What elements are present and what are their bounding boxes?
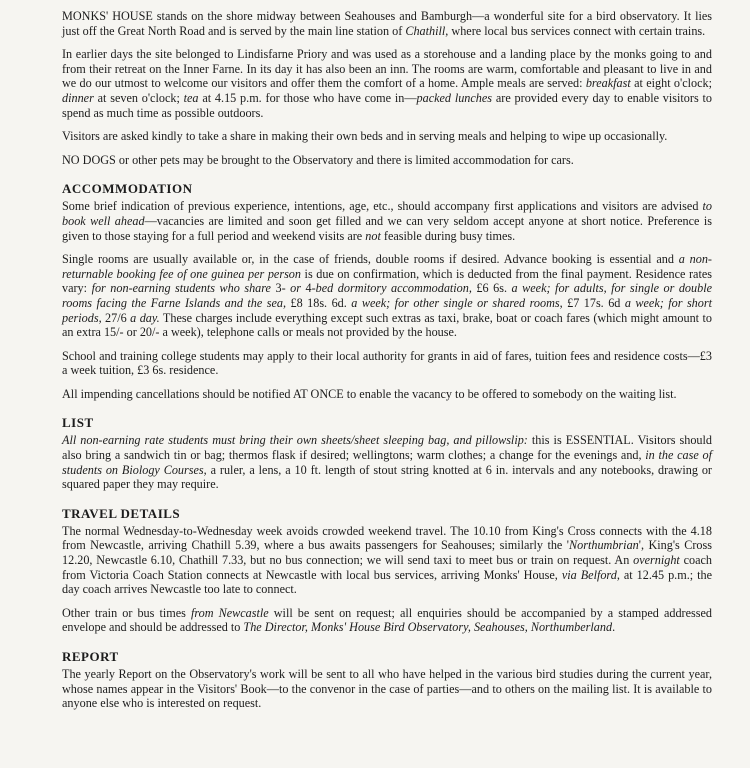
travel-heading: TRAVEL DETAILS xyxy=(62,505,181,521)
accommodation-paragraph-applications: Some brief indication of previous experience, intentions, age, etc., should accompany first applications and visitors are advised to book well ahead—vacancies are limited and soon get filled and we can very seldom accept anyone at short notice. Preference is given to those staying for a full period and weekend visits are not feasible during busy times. xyxy=(62,199,712,243)
document-page xyxy=(62,9,712,720)
accommodation-paragraph-grants: School and training college students may apply to their local authority for grants in aid of fares, tuition fees and residence costs—£3 a week tuition, £3 6s. residence. xyxy=(62,348,712,378)
travel-paragraph-enquiries: Other train or bus times from Newcastle will be sent on request; all enquiries should be accompanied by a stamped addressed envelope and should be addressed to The Director, Monks' House Bird Observatory, Seahouses, Northumberland. xyxy=(62,605,712,635)
accommodation-paragraph-cancellations: All impending cancellations should be notified AT ONCE to enable the vacancy to be offered to somebody on the waiting list. xyxy=(62,386,677,401)
list-heading: LIST xyxy=(62,415,94,431)
report-paragraph: The yearly Report on the Observatory's work will be sent to all who have helped in the various bird studies during the current year, whose names appear in the Visitors' Book—to the convenor in the case of parties—and to others on the mailing list. It is available to anyone else who is interested on request. xyxy=(62,667,712,711)
travel-paragraph-schedule: The normal Wednesday-to-Wednesday week avoids crowded weekend travel. The 10.10 from King's Cross connects with the 4.18 from Newcastle, arriving Chathill 5.39, where a bus awaits passengers for Seahouses; similarly the 'Northumbrian', King's Cross 12.20, Newcastle 6.10, Chathill 7.33, but no bus connection; we will send taxi to meet bus or train on request. An overnight coach from Victoria Coach Station connects at Newcastle with local bus services, arriving Monks' House, via Belford, at 12.45 p.m.; the day coach arrives Newcastle too late to connect. xyxy=(62,523,713,597)
intro-paragraph-location: MONKS' HOUSE stands on the shore midway between Seahouses and Bamburgh—a wonderful site for a bird observatory. It lies just off the Great North Road and is served by the main line station of Chathill, where local bus services connect with certain trains. xyxy=(62,9,712,38)
accommodation-heading: ACCOMMODATION xyxy=(62,181,193,197)
accommodation-paragraph-rates: Single rooms are usually available or, in the case of friends, double rooms if desired. Advance booking is essential and a non-returnable booking fee of one guinea per person is due on confirmation, which is deducted from the final payment. Residence rates vary: for non-earning students who share 3- or 4-bed dormitory accommodation, £6 6s. a week; for adults, for single or double rooms facing the Farne Islands and the sea, £8 18s. 6d. a week; for other single or shared rooms, £7 17s. 6d a week; for short periods, 27/6 a day. These charges include everything except such extras as taxi, brake, boat or coach fares (which might amount to an extra 15/- or 20/- a week), telephone calls or meals not provided by the house. xyxy=(62,252,713,340)
list-paragraph: All non-earning rate students must bring their own sheets/sheet sleeping bag, and pillowslip: this is ESSENTIAL. Visitors should also bring a sandwich tin or bag; thermos flask if desired; wellingtons; warm clothes; a change for the evenings and, in the case of students on Biology Courses, a ruler, a lens, a 10 ft. length of stout string knotted at 6 in. intervals and any notebooks, drawing or squared paper they may require. xyxy=(62,433,712,492)
intro-paragraph-no-dogs: NO DOGS or other pets may be brought to the Observatory and there is limited accommodation for cars. xyxy=(62,152,574,167)
intro-paragraph-history: In earlier days the site belonged to Lindisfarne Priory and was used as a storehouse and a landing place by the monks going to and from their retreat on the Inner Farne. In its day it has also been an inn. The rooms are warm, comfortable and pleasant to live in and we do our utmost to welcome our visitors and offer them the comfort of a home. Ample meals are served: breakfast at eight o'clock; dinner at seven o'clock; tea at 4.15 p.m. for those who have come in—packed lunches are provided every day to enable visitors to spend as much time as possible outdoors. xyxy=(62,47,712,120)
report-heading: REPORT xyxy=(62,649,119,664)
intro-paragraph-chores: Visitors are asked kindly to take a share in making their own beds and in serving meals and helping to wipe up occasionally. xyxy=(62,129,668,144)
